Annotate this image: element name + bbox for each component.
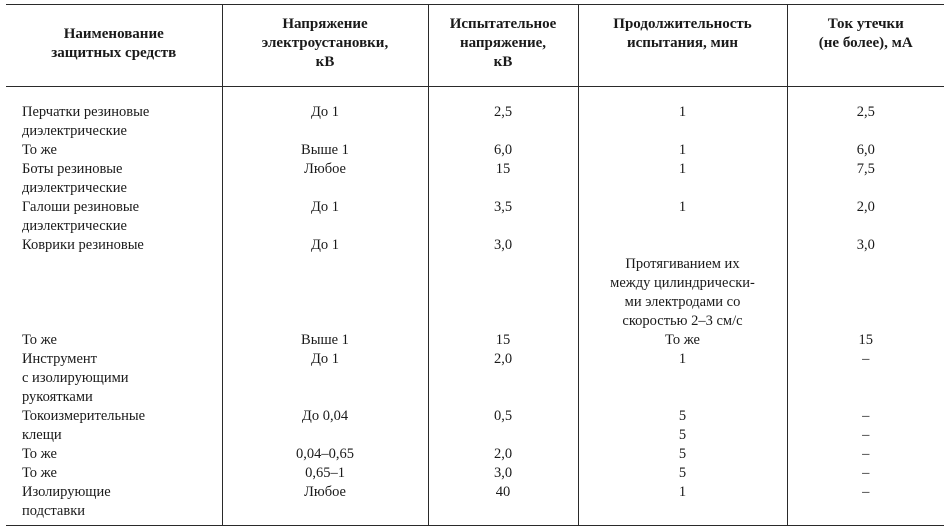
test-duration-cell: 1 (578, 350, 787, 407)
test-voltage-cell: 40 (428, 483, 578, 526)
table-row (6, 331, 944, 350)
installation-voltage-cell: Любое (222, 160, 428, 198)
table-row (6, 483, 944, 526)
equipment-name-cell: То же (22, 142, 57, 158)
equipment-name-cell: Токоизмерительные клещи (22, 408, 146, 443)
header-leakage-current: Ток утечки (не более), мА (787, 5, 944, 87)
header-equipment-name: Наименование защитных средств (6, 5, 222, 87)
installation-voltage-cell: До 1 (222, 236, 428, 331)
table-row (6, 407, 944, 445)
test-voltage-cell: 3,0 (428, 464, 578, 483)
test-voltage-cell: 15 (428, 331, 578, 350)
table-body (6, 87, 944, 526)
installation-voltage-cell: До 1 (222, 350, 428, 407)
installation-voltage-cell: Выше 1 (222, 331, 428, 350)
test-duration-cell: 1 (578, 141, 787, 160)
leakage-current-cell: 15 (787, 331, 944, 350)
table-row (6, 464, 944, 483)
installation-voltage-cell: До 1 (222, 198, 428, 236)
test-voltage-cell: 3,5 (428, 198, 578, 236)
leakage-current-cell: – (787, 483, 944, 526)
test-voltage-cell: 6,0 (428, 141, 578, 160)
test-duration-cell: 5 (578, 445, 787, 464)
installation-voltage-cell: До 0,04 (222, 407, 428, 445)
equipment-name-cell: Галоши резиновые диэлектрические (22, 199, 140, 234)
test-voltage-cell: 3,0 (428, 236, 578, 331)
installation-voltage-cell: Выше 1 (222, 141, 428, 160)
leakage-current-cell: 7,5 (787, 160, 944, 198)
equipment-name-cell: Боты резиновые диэлектрические (22, 161, 127, 196)
table-row (6, 350, 944, 407)
test-duration-cell: 5 (578, 464, 787, 483)
equipment-name-cell: Изолирующие подставки (6, 483, 222, 526)
header-installation-voltage: Напряжение электроустановки, кВ (222, 5, 428, 87)
installation-voltage-cell: До 1 (222, 87, 428, 142)
table-row (6, 160, 944, 198)
protective-equipment-test-table (6, 4, 944, 526)
leakage-current-cell: – – (787, 407, 944, 445)
leakage-current-cell: 3,0 (787, 236, 944, 331)
installation-voltage-cell: Любое (222, 483, 428, 526)
table-row (6, 236, 944, 331)
table-row (6, 445, 944, 464)
test-voltage-cell: 2,0 (428, 445, 578, 464)
test-duration-cell: То же (578, 331, 787, 350)
test-duration-cell: 1 (578, 483, 787, 526)
leakage-current-cell: 2,0 (787, 198, 944, 236)
test-voltage-cell: 0,5 (428, 407, 578, 445)
test-duration-cell: 5 5 (578, 407, 787, 445)
leakage-current-cell: – (787, 464, 944, 483)
installation-voltage-cell: 0,65–1 (222, 464, 428, 483)
leakage-current-cell: 6,0 (787, 141, 944, 160)
equipment-name-cell: Перчатки резиновые диэлектрические (22, 104, 150, 139)
header-row (6, 5, 944, 87)
header-test-duration: Продолжительность испытания, мин (578, 5, 787, 87)
test-duration-cell: 1 (578, 87, 787, 142)
test-duration-cell: 1 (578, 160, 787, 198)
test-duration-cell: 1 (578, 198, 787, 236)
table-row (6, 141, 944, 160)
table-row (6, 87, 944, 142)
leakage-current-cell: – (787, 350, 944, 407)
table-row (6, 198, 944, 236)
equipment-name-cell: То же (22, 446, 57, 462)
installation-voltage-cell: 0,04–0,65 (222, 445, 428, 464)
test-voltage-cell: 2,0 (428, 350, 578, 407)
test-voltage-cell: 2,5 (428, 87, 578, 142)
test-voltage-cell: 15 (428, 160, 578, 198)
equipment-name-cell: Инструмент с изолирующими рукоятками (22, 351, 129, 405)
table-header (6, 5, 944, 87)
header-test-voltage: Испытательное напряжение, кВ (428, 5, 578, 87)
equipment-name-cell: То же (22, 465, 57, 481)
test-duration-cell: Протягиванием их между цилиндрически- ми электродами со скоростью 2–3 см/с (578, 236, 787, 331)
equipment-name-cell: То же (22, 332, 57, 348)
equipment-name-cell: Коврики резиновые (22, 237, 144, 253)
leakage-current-cell: – (787, 445, 944, 464)
leakage-current-cell: 2,5 (787, 87, 944, 142)
